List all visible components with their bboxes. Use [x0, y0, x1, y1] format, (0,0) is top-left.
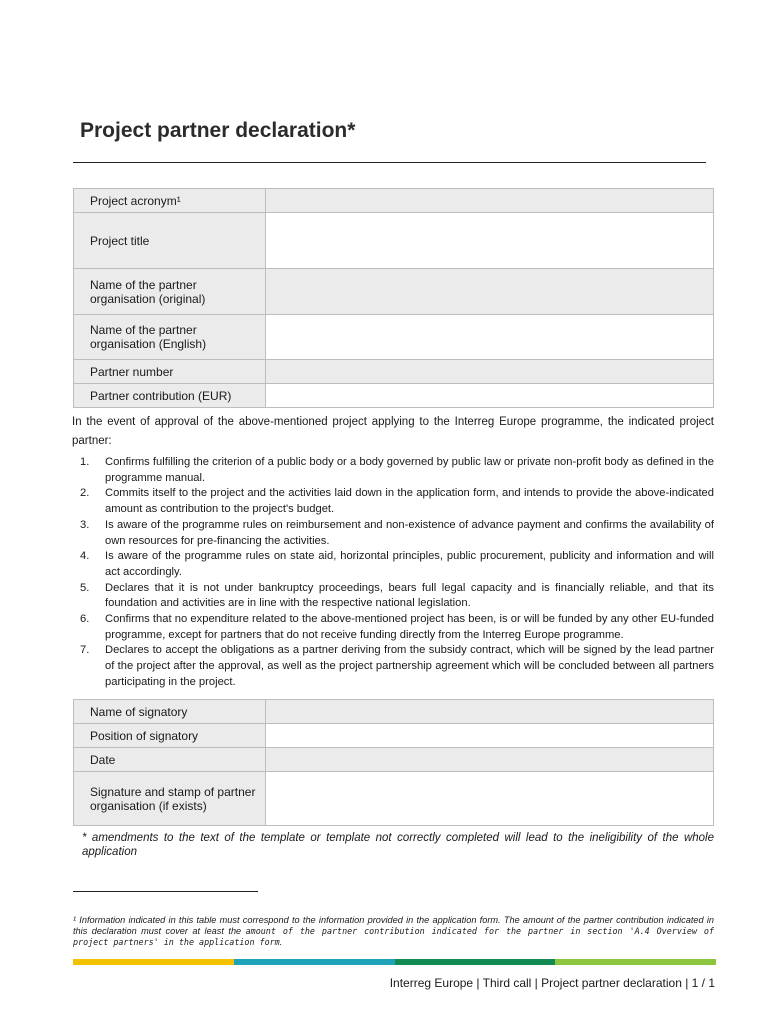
list-item: [72, 518, 714, 549]
table-row: [74, 772, 714, 826]
table-row: [74, 724, 714, 748]
table-row: [74, 213, 714, 269]
table-row: [74, 748, 714, 772]
title-divider: [73, 162, 706, 163]
signatory-position-label: Position of signatory: [74, 724, 266, 748]
declaration-text: Commits itself to the project and the activities laid down in the application form, and intends to provide the above-indicated amount as contribution to the project's budget.: [105, 487, 714, 516]
footnote: [73, 915, 714, 948]
partner-contribution-label: Partner contribution (EUR): [74, 384, 266, 408]
intro-paragraph: In the event of approval of the above-mentioned project applying to the Interreg Europe programme, the indicated project partner:: [72, 416, 714, 447]
table-row: [74, 384, 714, 408]
signature-stamp-label: Signature and stamp of partner organisation (if exists): [74, 772, 266, 826]
date-field[interactable]: [266, 748, 714, 772]
partner-number-label: Partner number: [74, 360, 266, 384]
table-row: [74, 189, 714, 213]
declaration-text: Declares to accept the obligations as a partner deriving from the subsidy contract, which will be signed by the lead partner of the project after the approval, as well as the project partnership agreement which will be concluded between all partners participating in the project.: [105, 644, 714, 688]
table-row: [74, 269, 714, 315]
footnote-end: .: [279, 937, 283, 947]
list-item: [72, 455, 714, 486]
project-acronym-field[interactable]: [266, 189, 714, 213]
partner-contribution-field[interactable]: [266, 384, 714, 408]
list-number: 1.: [80, 456, 90, 468]
footnote-divider: [73, 891, 258, 892]
signatory-position-field[interactable]: [266, 724, 714, 748]
list-number: 4.: [80, 550, 90, 563]
list-item: [72, 549, 714, 580]
date-label: Date: [74, 748, 266, 772]
declaration-text: Confirms that no expenditure related to the above-mentioned project has been, is or will be funded by any other EU-funded programme, except for partners that do not receive funding directly from the Interreg Europe programme.: [105, 613, 714, 641]
list-number: 3.: [80, 518, 90, 531]
partner-number-field[interactable]: [266, 360, 714, 384]
page-title: Project partner declaration*: [80, 119, 356, 142]
project-details-table: [73, 188, 714, 408]
declaration-text: Is aware of the programme rules on reimbursement and non-existence of advance payment and confirms the availability of own resources for pre-financing the activities.: [105, 518, 714, 547]
list-number: 7.: [80, 644, 90, 657]
footnote-marker: ¹: [73, 915, 77, 925]
signatory-table: [73, 699, 714, 826]
table-row: [74, 360, 714, 384]
project-title-label: Project title: [74, 213, 266, 269]
project-title-field[interactable]: [266, 213, 714, 269]
signatory-name-label: Name of signatory: [74, 700, 266, 724]
list-item: [72, 643, 714, 690]
footnote-emphasis: amount of the partner contribution indicated for the partner in section 'A.4 Overview of project partners' in the application form: [73, 926, 715, 947]
list-number: 5.: [80, 581, 90, 594]
list-number: 2.: [80, 487, 90, 500]
footnote-text: Information indicated in this table must correspond to the information provided in the application form. The amount of the partner contribution indicated in this declaration must cover at least the: [73, 915, 714, 936]
brand-color-bar: [73, 959, 716, 965]
color-segment-lime: [555, 959, 716, 965]
amendment-note: * amendments to the text of the template or template not correctly completed will lead to the ineligibility of the whole application: [82, 832, 714, 858]
table-row: [74, 700, 714, 724]
table-row: [74, 315, 714, 360]
color-segment-teal: [234, 959, 395, 965]
color-segment-green: [395, 959, 556, 965]
list-item: [72, 581, 714, 612]
partner-name-original-field[interactable]: [266, 269, 714, 315]
project-acronym-label: Project acronym¹: [74, 189, 266, 213]
signature-stamp-field[interactable]: [266, 772, 714, 826]
list-item: [72, 612, 714, 643]
list-item: [72, 486, 714, 517]
partner-name-english-label: Name of the partner organisation (English): [74, 315, 266, 360]
color-segment-yellow: [73, 959, 234, 965]
list-number: 6.: [80, 613, 90, 626]
partner-name-english-field[interactable]: [266, 315, 714, 360]
declaration-text: Is aware of the programme rules on state aid, horizontal principles, public procurement, publicity and information and will act accordingly.: [105, 550, 714, 578]
page-footer: Interreg Europe | Third call | Project partner declaration | 1 / 1: [389, 976, 715, 990]
declarations-list: [72, 455, 714, 691]
declaration-text: Confirms fulfilling the criterion of a public body or a body governed by public law or private non-profit body as defined in the programme manual.: [105, 456, 714, 484]
partner-name-original-label: Name of the partner organisation (original): [74, 269, 266, 315]
declaration-text: Declares that it is not under bankruptcy proceedings, bears full legal capacity and is financially reliable, and that its foundation and activities are in line with the respective national legislation.: [105, 581, 714, 610]
signatory-name-field[interactable]: [266, 700, 714, 724]
